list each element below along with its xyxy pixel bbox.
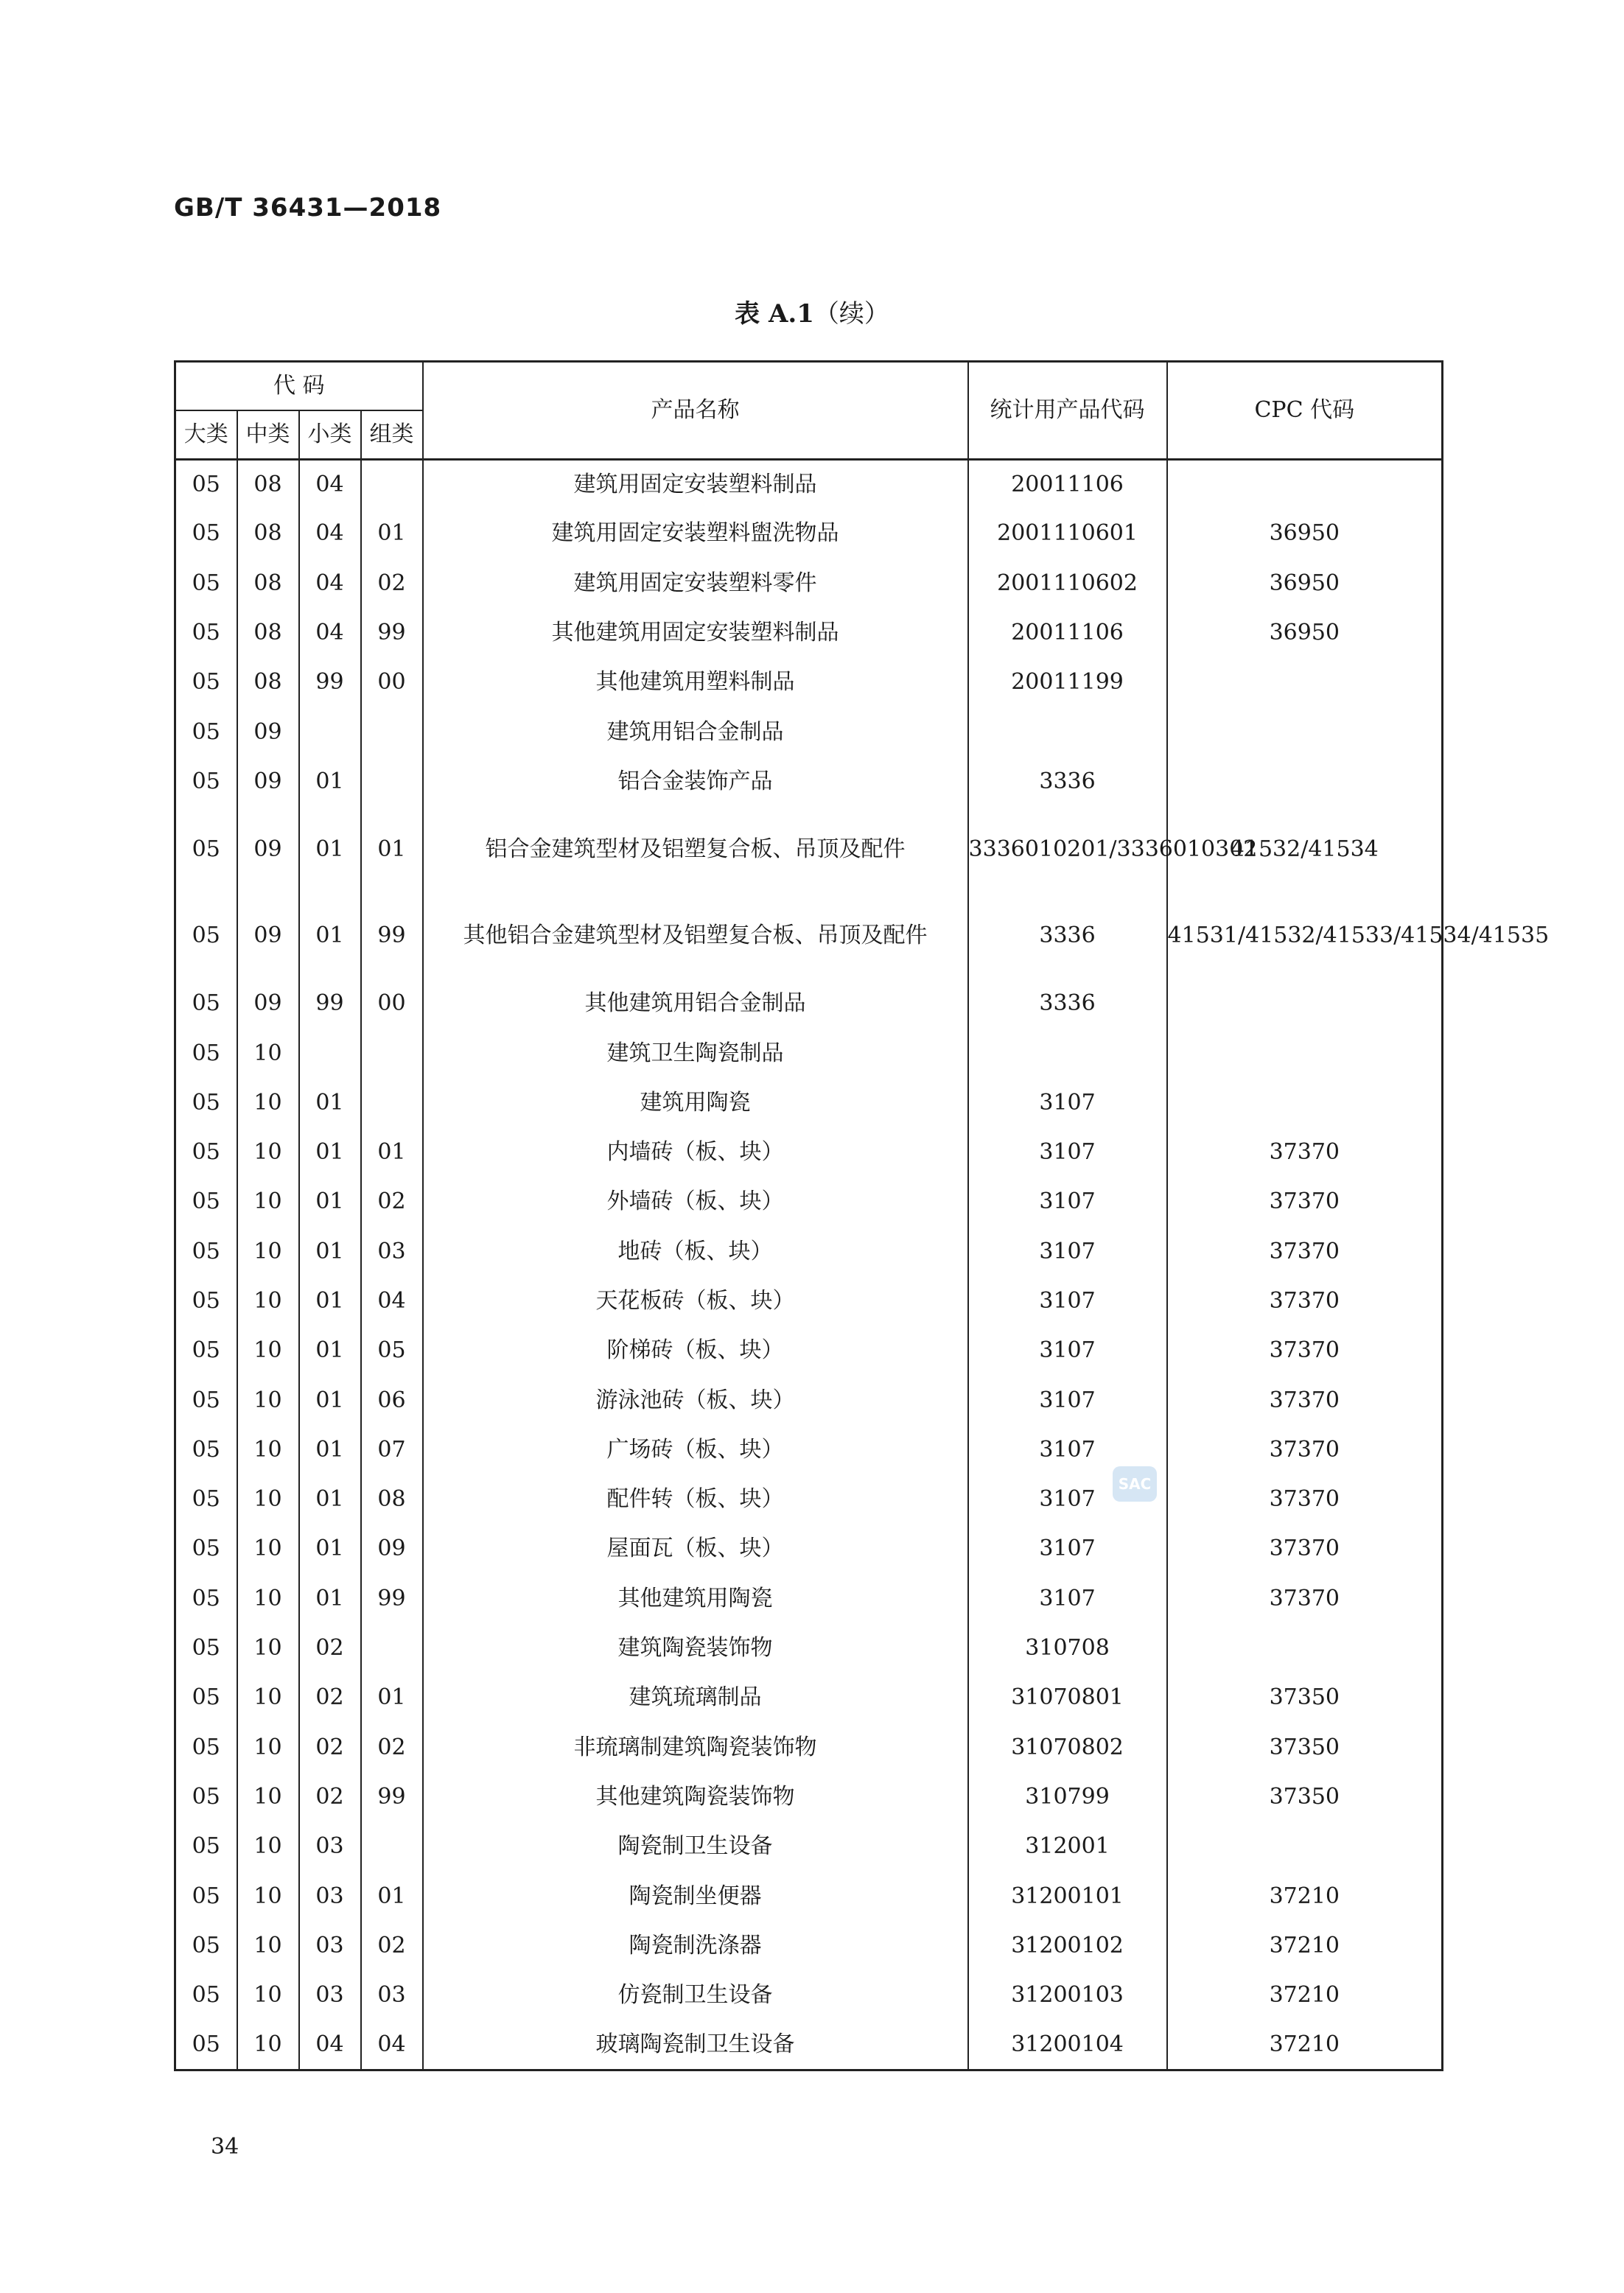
table-row bbox=[175, 1971, 1443, 2020]
cell-product-name: 建筑用陶瓷 bbox=[423, 1078, 968, 1127]
cell-product-name: 建筑琉璃制品 bbox=[423, 1673, 968, 1723]
cell-stat-code: 3107 bbox=[968, 1475, 1167, 1524]
cell-product-name: 建筑用铝合金制品 bbox=[423, 707, 968, 757]
cell-zhonglei: 10 bbox=[237, 2020, 299, 2070]
cell-zhonglei: 10 bbox=[237, 1723, 299, 1772]
table-row bbox=[175, 1227, 1443, 1276]
cell-cpc-code: 37210 bbox=[1167, 2020, 1443, 2070]
cell-dalei: 05 bbox=[175, 757, 237, 806]
cell-dalei: 05 bbox=[175, 1177, 237, 1227]
table-row bbox=[175, 559, 1443, 608]
cell-zhonglei: 10 bbox=[237, 1822, 299, 1872]
cell-cpc-code: 37370 bbox=[1167, 1276, 1443, 1326]
cell-dalei: 05 bbox=[175, 1971, 237, 2020]
cell-xiaolei bbox=[299, 1029, 361, 1078]
cell-xiaolei: 03 bbox=[299, 1921, 361, 1970]
cell-xiaolei: 02 bbox=[299, 1623, 361, 1673]
header-stat-code: 统计用产品代码 bbox=[968, 362, 1167, 460]
cell-dalei: 05 bbox=[175, 1029, 237, 1078]
cell-zhonglei: 10 bbox=[237, 1177, 299, 1227]
cell-xiaolei: 01 bbox=[299, 1475, 361, 1524]
table-row bbox=[175, 1772, 1443, 1821]
cell-zulei: 03 bbox=[361, 1971, 423, 2020]
cell-stat-code: 3107 bbox=[968, 1227, 1167, 1276]
cell-cpc-code: 36950 bbox=[1167, 608, 1443, 657]
cell-stat-code: 312001 bbox=[968, 1822, 1167, 1872]
cell-cpc-code bbox=[1167, 979, 1443, 1029]
cell-product-name: 地砖（板、块） bbox=[423, 1227, 968, 1276]
cell-product-name: 建筑用固定安装塑料零件 bbox=[423, 559, 968, 608]
table-row bbox=[175, 658, 1443, 707]
cell-zhonglei: 10 bbox=[237, 1623, 299, 1673]
cell-xiaolei: 01 bbox=[299, 1177, 361, 1227]
cell-dalei: 05 bbox=[175, 1772, 237, 1821]
table-row bbox=[175, 608, 1443, 657]
cell-zulei: 00 bbox=[361, 658, 423, 707]
cell-zulei: 05 bbox=[361, 1326, 423, 1376]
cell-dalei: 05 bbox=[175, 608, 237, 657]
table-row bbox=[175, 1921, 1443, 1970]
cell-xiaolei: 01 bbox=[299, 1227, 361, 1276]
cell-zulei: 99 bbox=[361, 1772, 423, 1821]
cell-zhonglei: 09 bbox=[237, 707, 299, 757]
cell-xiaolei: 02 bbox=[299, 1673, 361, 1723]
cell-zulei bbox=[361, 1029, 423, 1078]
cell-dalei: 05 bbox=[175, 509, 237, 559]
cell-dalei: 05 bbox=[175, 460, 237, 509]
cell-xiaolei: 01 bbox=[299, 1376, 361, 1425]
cell-xiaolei: 01 bbox=[299, 893, 361, 979]
cell-dalei: 05 bbox=[175, 1376, 237, 1425]
cell-stat-code bbox=[968, 1029, 1167, 1078]
cell-stat-code: 3336 bbox=[968, 757, 1167, 806]
cell-product-name: 其他建筑用固定安装塑料制品 bbox=[423, 608, 968, 657]
cell-dalei: 05 bbox=[175, 1078, 237, 1127]
cell-zulei: 08 bbox=[361, 1475, 423, 1524]
cell-stat-code: 31200101 bbox=[968, 1872, 1167, 1921]
cell-dalei: 05 bbox=[175, 1673, 237, 1723]
cell-cpc-code: 37370 bbox=[1167, 1475, 1443, 1524]
cell-dalei: 05 bbox=[175, 658, 237, 707]
cell-zulei: 99 bbox=[361, 608, 423, 657]
cell-product-name: 其他建筑陶瓷装饰物 bbox=[423, 1772, 968, 1821]
cell-cpc-code: 41532/41534 bbox=[1167, 807, 1443, 893]
table-row bbox=[175, 460, 1443, 509]
cell-zulei: 02 bbox=[361, 1177, 423, 1227]
cell-zulei: 02 bbox=[361, 1723, 423, 1772]
cell-cpc-code: 37370 bbox=[1167, 1177, 1443, 1227]
cell-product-name: 屋面瓦（板、块） bbox=[423, 1524, 968, 1574]
table-row bbox=[175, 1177, 1443, 1227]
cell-product-name: 天花板砖（板、块） bbox=[423, 1276, 968, 1326]
cell-dalei: 05 bbox=[175, 1524, 237, 1574]
cell-zhonglei: 10 bbox=[237, 1574, 299, 1623]
cell-product-name: 仿瓷制卫生设备 bbox=[423, 1971, 968, 2020]
cell-xiaolei: 03 bbox=[299, 1872, 361, 1921]
table-row bbox=[175, 807, 1443, 893]
table-row bbox=[175, 707, 1443, 757]
cell-dalei: 05 bbox=[175, 1723, 237, 1772]
cell-zhonglei: 10 bbox=[237, 1971, 299, 2020]
table-row bbox=[175, 509, 1443, 559]
cell-zhonglei: 10 bbox=[237, 1127, 299, 1177]
cell-dalei: 05 bbox=[175, 1623, 237, 1673]
cell-cpc-code bbox=[1167, 460, 1443, 509]
cell-zhonglei: 10 bbox=[237, 1475, 299, 1524]
header-xiaolei: 小类 bbox=[299, 410, 361, 460]
cell-zhonglei: 09 bbox=[237, 807, 299, 893]
cell-dalei: 05 bbox=[175, 1921, 237, 1970]
cell-cpc-code: 36950 bbox=[1167, 559, 1443, 608]
cell-stat-code: 31200102 bbox=[968, 1921, 1167, 1970]
cell-zulei: 99 bbox=[361, 893, 423, 979]
cell-stat-code: 31070802 bbox=[968, 1723, 1167, 1772]
table-row bbox=[175, 1723, 1443, 1772]
cell-xiaolei: 01 bbox=[299, 1127, 361, 1177]
cell-cpc-code: 37350 bbox=[1167, 1772, 1443, 1821]
cell-zhonglei: 10 bbox=[237, 1276, 299, 1326]
cell-zulei: 01 bbox=[361, 1673, 423, 1723]
cell-cpc-code: 37370 bbox=[1167, 1227, 1443, 1276]
cell-xiaolei bbox=[299, 707, 361, 757]
cell-zhonglei: 10 bbox=[237, 1227, 299, 1276]
header-dalei: 大类 bbox=[175, 410, 237, 460]
cell-zulei: 02 bbox=[361, 1921, 423, 1970]
cell-dalei: 05 bbox=[175, 979, 237, 1029]
cell-product-name: 陶瓷制卫生设备 bbox=[423, 1822, 968, 1872]
cell-dalei: 05 bbox=[175, 1425, 237, 1474]
cell-product-name: 游泳池砖（板、块） bbox=[423, 1376, 968, 1425]
table-title bbox=[0, 293, 1624, 329]
cell-dalei: 05 bbox=[175, 1127, 237, 1177]
table-row bbox=[175, 1574, 1443, 1623]
cell-product-name: 其他建筑用铝合金制品 bbox=[423, 979, 968, 1029]
cell-zulei: 02 bbox=[361, 559, 423, 608]
cell-cpc-code bbox=[1167, 1078, 1443, 1127]
cell-zhonglei: 10 bbox=[237, 1872, 299, 1921]
cell-dalei: 05 bbox=[175, 1822, 237, 1872]
cell-zulei bbox=[361, 460, 423, 509]
header-cpc-code: CPC 代码 bbox=[1167, 362, 1443, 460]
cell-dalei: 05 bbox=[175, 559, 237, 608]
cell-xiaolei: 04 bbox=[299, 559, 361, 608]
cell-stat-code: 3336 bbox=[968, 893, 1167, 979]
table-body bbox=[175, 460, 1550, 2070]
cell-cpc-code: 37210 bbox=[1167, 1872, 1443, 1921]
cell-product-name: 其他建筑用塑料制品 bbox=[423, 658, 968, 707]
cell-stat-code: 310708 bbox=[968, 1623, 1167, 1673]
cell-stat-code: 3107 bbox=[968, 1524, 1167, 1574]
table-row bbox=[175, 893, 1443, 979]
cell-dalei: 05 bbox=[175, 707, 237, 757]
table-row bbox=[175, 1673, 1443, 1723]
table-title-main: 表 A.1 bbox=[735, 299, 814, 329]
cell-zulei bbox=[361, 1822, 423, 1872]
cell-zulei: 06 bbox=[361, 1376, 423, 1425]
cell-zhonglei: 08 bbox=[237, 460, 299, 509]
cell-product-name: 内墙砖（板、块） bbox=[423, 1127, 968, 1177]
cell-zulei bbox=[361, 707, 423, 757]
cell-zhonglei: 08 bbox=[237, 608, 299, 657]
cell-xiaolei: 01 bbox=[299, 1524, 361, 1574]
cell-stat-code: 3107 bbox=[968, 1127, 1167, 1177]
cell-dalei: 05 bbox=[175, 893, 237, 979]
cell-xiaolei: 04 bbox=[299, 460, 361, 509]
cell-dalei: 05 bbox=[175, 1872, 237, 1921]
cell-stat-code bbox=[968, 707, 1167, 757]
cell-zhonglei: 10 bbox=[237, 1921, 299, 1970]
cell-cpc-code: 37210 bbox=[1167, 1921, 1443, 1970]
cell-zulei: 04 bbox=[361, 1276, 423, 1326]
cell-xiaolei: 01 bbox=[299, 757, 361, 806]
cell-stat-code: 3107 bbox=[968, 1376, 1167, 1425]
cell-product-name: 其他铝合金建筑型材及铝塑复合板、吊顶及配件 bbox=[423, 893, 968, 979]
cell-xiaolei: 01 bbox=[299, 1326, 361, 1376]
cell-cpc-code: 37350 bbox=[1167, 1673, 1443, 1723]
cell-product-name: 玻璃陶瓷制卫生设备 bbox=[423, 2020, 968, 2070]
cell-stat-code: 2001110602 bbox=[968, 559, 1167, 608]
cell-xiaolei: 02 bbox=[299, 1772, 361, 1821]
cell-stat-code: 3336 bbox=[968, 979, 1167, 1029]
cell-stat-code: 3336010201/3336010302 bbox=[968, 807, 1167, 893]
standard-code: GB/T 36431—2018 bbox=[174, 193, 442, 223]
table-row bbox=[175, 1276, 1443, 1326]
cell-zhonglei: 09 bbox=[237, 979, 299, 1029]
page-number: 34 bbox=[211, 2134, 239, 2160]
cell-zhonglei: 10 bbox=[237, 1425, 299, 1474]
cell-cpc-code: 37370 bbox=[1167, 1326, 1443, 1376]
cell-product-name: 广场砖（板、块） bbox=[423, 1425, 968, 1474]
cell-zulei bbox=[361, 1623, 423, 1673]
table-row bbox=[175, 1078, 1443, 1127]
cell-cpc-code: 37210 bbox=[1167, 1971, 1443, 2020]
cell-cpc-code bbox=[1167, 1822, 1443, 1872]
cell-cpc-code: 37370 bbox=[1167, 1425, 1443, 1474]
cell-stat-code: 2001110601 bbox=[968, 509, 1167, 559]
cell-product-name: 陶瓷制洗涤器 bbox=[423, 1921, 968, 1970]
cell-product-name: 建筑用固定安装塑料制品 bbox=[423, 460, 968, 509]
cell-product-name: 建筑卫生陶瓷制品 bbox=[423, 1029, 968, 1078]
cell-product-name: 其他建筑用陶瓷 bbox=[423, 1574, 968, 1623]
table-row bbox=[175, 1822, 1443, 1872]
cell-stat-code: 20011106 bbox=[968, 608, 1167, 657]
table-row bbox=[175, 1872, 1443, 1921]
cell-xiaolei: 01 bbox=[299, 1276, 361, 1326]
cell-xiaolei: 01 bbox=[299, 1078, 361, 1127]
cell-cpc-code bbox=[1167, 1623, 1443, 1673]
cell-product-name: 外墙砖（板、块） bbox=[423, 1177, 968, 1227]
cell-zulei bbox=[361, 1078, 423, 1127]
header-product-name: 产品名称 bbox=[423, 362, 968, 460]
cell-zulei: 04 bbox=[361, 2020, 423, 2070]
cell-stat-code: 31200103 bbox=[968, 1971, 1167, 2020]
cell-xiaolei: 04 bbox=[299, 2020, 361, 2070]
cell-cpc-code: 37370 bbox=[1167, 1524, 1443, 1574]
cell-stat-code: 3107 bbox=[968, 1574, 1167, 1623]
cell-zhonglei: 09 bbox=[237, 757, 299, 806]
cell-dalei: 05 bbox=[175, 2020, 237, 2070]
cell-xiaolei: 99 bbox=[299, 979, 361, 1029]
sac-watermark: SAC bbox=[1113, 1466, 1157, 1502]
table-row bbox=[175, 1475, 1443, 1524]
cell-product-name: 非琉璃制建筑陶瓷装饰物 bbox=[423, 1723, 968, 1772]
table-row bbox=[175, 1623, 1443, 1673]
cell-xiaolei: 01 bbox=[299, 807, 361, 893]
cell-stat-code: 3107 bbox=[968, 1425, 1167, 1474]
product-code-table bbox=[174, 360, 1550, 2071]
table-row bbox=[175, 2020, 1443, 2070]
cell-zhonglei: 10 bbox=[237, 1326, 299, 1376]
cell-stat-code: 20011199 bbox=[968, 658, 1167, 707]
cell-product-name: 配件转（板、块） bbox=[423, 1475, 968, 1524]
cell-xiaolei: 01 bbox=[299, 1425, 361, 1474]
cell-zulei bbox=[361, 757, 423, 806]
cell-zhonglei: 10 bbox=[237, 1524, 299, 1574]
table-row bbox=[175, 1127, 1443, 1177]
cell-cpc-code bbox=[1167, 707, 1443, 757]
cell-stat-code: 310799 bbox=[968, 1772, 1167, 1821]
cell-zulei: 01 bbox=[361, 509, 423, 559]
cell-xiaolei: 04 bbox=[299, 509, 361, 559]
cell-zulei: 01 bbox=[361, 1872, 423, 1921]
cell-cpc-code bbox=[1167, 658, 1443, 707]
table-row bbox=[175, 1376, 1443, 1425]
cell-zulei: 01 bbox=[361, 807, 423, 893]
table-row bbox=[175, 1029, 1443, 1078]
cell-stat-code: 31070801 bbox=[968, 1673, 1167, 1723]
cell-stat-code: 3107 bbox=[968, 1326, 1167, 1376]
cell-zulei: 09 bbox=[361, 1524, 423, 1574]
cell-product-name: 铝合金建筑型材及铝塑复合板、吊顶及配件 bbox=[423, 807, 968, 893]
cell-dalei: 05 bbox=[175, 1574, 237, 1623]
cell-dalei: 05 bbox=[175, 1227, 237, 1276]
cell-cpc-code: 37370 bbox=[1167, 1127, 1443, 1177]
cell-xiaolei: 03 bbox=[299, 1971, 361, 2020]
header-zhonglei: 中类 bbox=[237, 410, 299, 460]
cell-xiaolei: 04 bbox=[299, 608, 361, 657]
table-title-continued: （续） bbox=[813, 299, 889, 329]
cell-zulei: 99 bbox=[361, 1574, 423, 1623]
cell-zulei: 07 bbox=[361, 1425, 423, 1474]
cell-stat-code: 3107 bbox=[968, 1177, 1167, 1227]
cell-stat-code: 31200104 bbox=[968, 2020, 1167, 2070]
cell-dalei: 05 bbox=[175, 1326, 237, 1376]
header-zulei: 组类 bbox=[361, 410, 423, 460]
cell-cpc-code bbox=[1167, 757, 1443, 806]
cell-xiaolei: 02 bbox=[299, 1723, 361, 1772]
table-row bbox=[175, 757, 1443, 806]
cell-dalei: 05 bbox=[175, 1475, 237, 1524]
cell-xiaolei: 03 bbox=[299, 1822, 361, 1872]
cell-zulei: 00 bbox=[361, 979, 423, 1029]
cell-cpc-code: 36950 bbox=[1167, 509, 1443, 559]
table-row bbox=[175, 1326, 1443, 1376]
header-code-group: 代 码 bbox=[175, 362, 423, 411]
cell-zhonglei: 10 bbox=[237, 1376, 299, 1425]
cell-zhonglei: 08 bbox=[237, 509, 299, 559]
cell-product-name: 阶梯砖（板、块） bbox=[423, 1326, 968, 1376]
cell-cpc-code: 37370 bbox=[1167, 1376, 1443, 1425]
table-row bbox=[175, 1425, 1443, 1474]
cell-stat-code: 3107 bbox=[968, 1078, 1167, 1127]
cell-zhonglei: 09 bbox=[237, 893, 299, 979]
cell-zhonglei: 10 bbox=[237, 1673, 299, 1723]
cell-cpc-code: 37370 bbox=[1167, 1574, 1443, 1623]
cell-zhonglei: 10 bbox=[237, 1029, 299, 1078]
cell-stat-code: 3107 bbox=[968, 1276, 1167, 1326]
cell-zhonglei: 10 bbox=[237, 1078, 299, 1127]
cell-zulei: 03 bbox=[361, 1227, 423, 1276]
cell-product-name: 铝合金装饰产品 bbox=[423, 757, 968, 806]
cell-dalei: 05 bbox=[175, 1276, 237, 1326]
cell-dalei: 05 bbox=[175, 807, 237, 893]
cell-stat-code: 20011106 bbox=[968, 460, 1167, 509]
cell-product-name: 建筑用固定安装塑料盥洗物品 bbox=[423, 509, 968, 559]
cell-xiaolei: 99 bbox=[299, 658, 361, 707]
cell-product-name: 陶瓷制坐便器 bbox=[423, 1872, 968, 1921]
cell-cpc-code: 41531/41532/41533/41534/41535 bbox=[1167, 893, 1443, 979]
cell-zhonglei: 08 bbox=[237, 559, 299, 608]
table-row bbox=[175, 1524, 1443, 1574]
cell-cpc-code bbox=[1167, 1029, 1443, 1078]
cell-cpc-code: 37350 bbox=[1167, 1723, 1443, 1772]
cell-zulei: 01 bbox=[361, 1127, 423, 1177]
cell-xiaolei: 01 bbox=[299, 1574, 361, 1623]
cell-zhonglei: 08 bbox=[237, 658, 299, 707]
cell-zhonglei: 10 bbox=[237, 1772, 299, 1821]
table-row bbox=[175, 979, 1443, 1029]
cell-product-name: 建筑陶瓷装饰物 bbox=[423, 1623, 968, 1673]
